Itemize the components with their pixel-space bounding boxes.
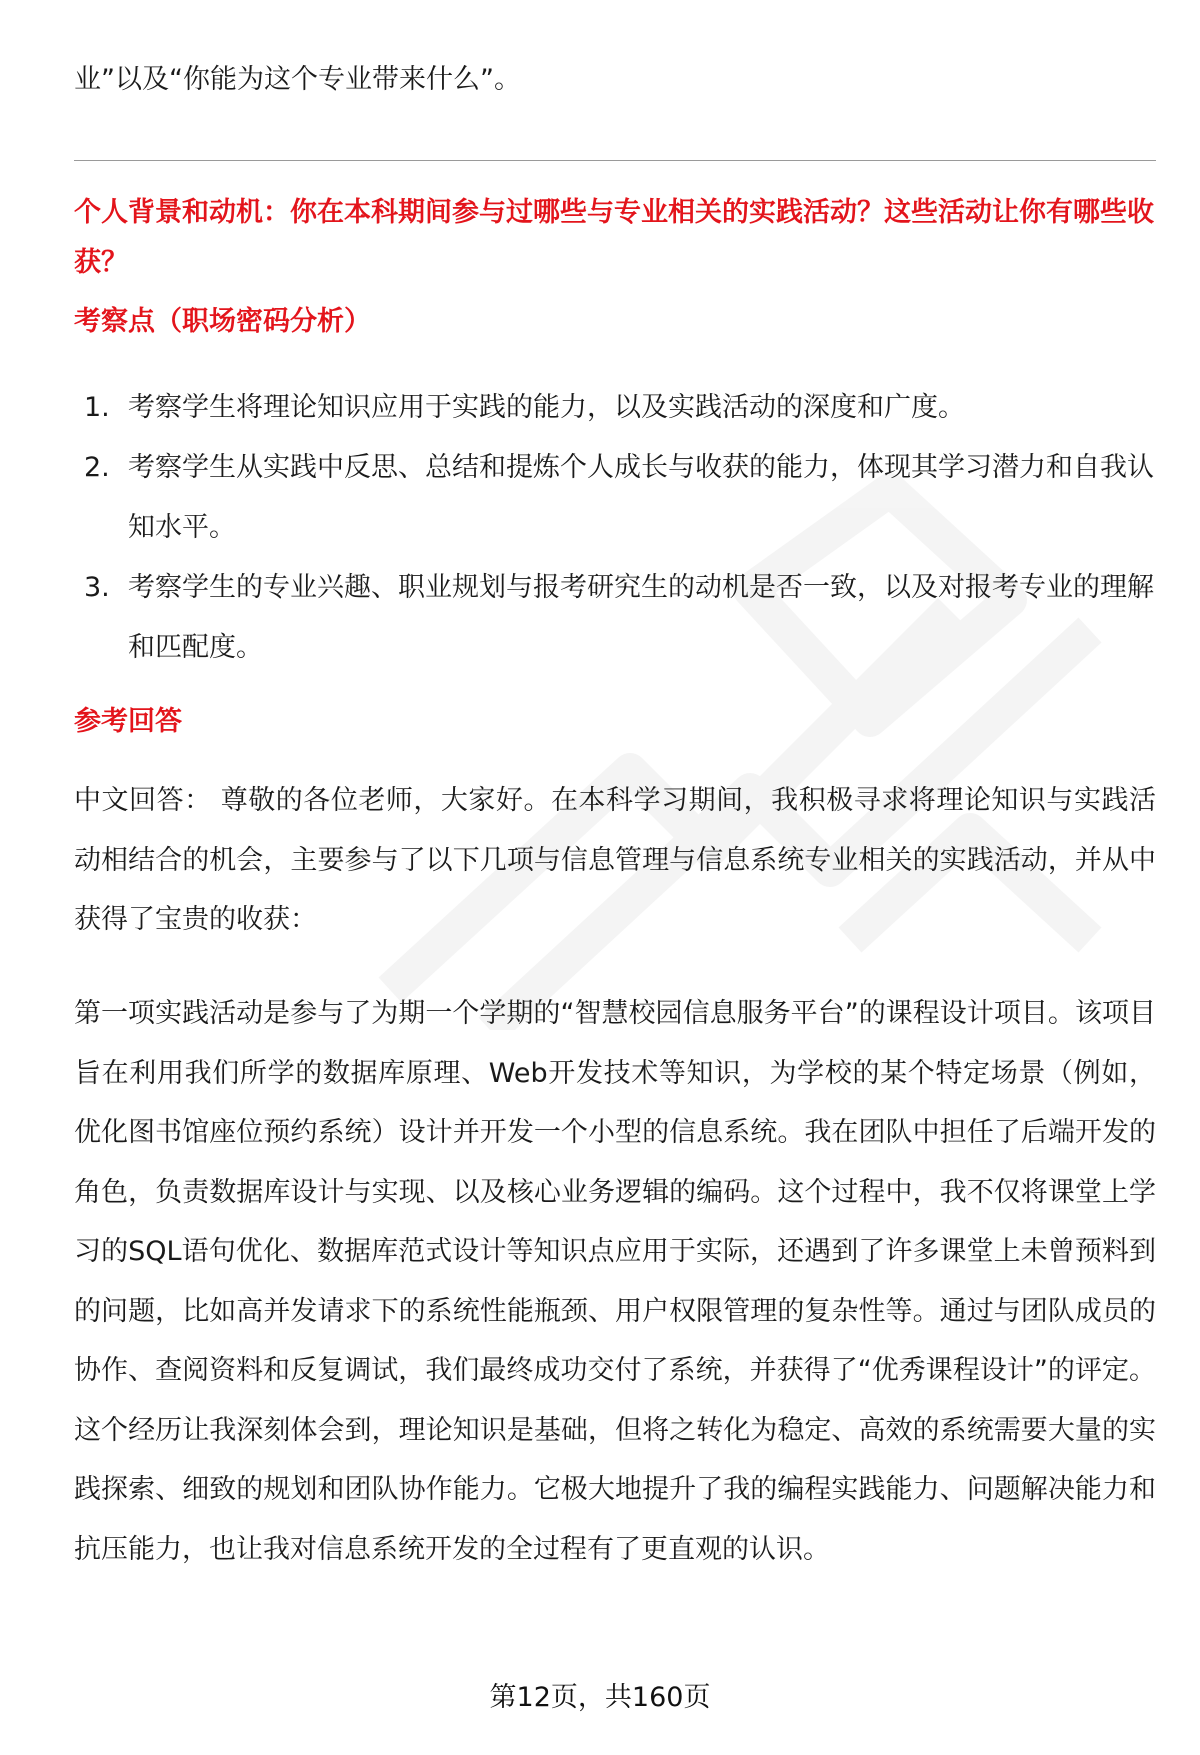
exam-point-item [74, 438, 1156, 558]
exam-point-item [74, 378, 1156, 438]
exam-point-text: 考察学生从实践中反思、总结和提炼个人成长与收获的能力，体现其学习潜力和自我认知水平。 [128, 452, 1154, 543]
exam-point-number: 2. [84, 452, 110, 483]
exam-point-text: 考察学生的专业兴趣、职业规划与报考研究生的动机是否一致，以及对报考专业的理解和匹配度。 [128, 572, 1154, 663]
answer-paragraph-first-activity: 第一项实践活动是参与了为期一个学期的“智慧校园信息服务平台”的课程设计项目。该项目旨在利用我们所学的数据库原理、Web开发技术等知识，为学校的某个特定场景（例如，优化图书馆座位预约系统）设计并开发一个小型的信息系统。我在团队中担任了后端开发的角色，负责数据库设计与实现、以及核心业务逻辑的编码。这个过程中，我不仅将课堂上学习的SQL语句优化、数据库范式设计等知识点应用于实际，还遇到了许多课堂上未曾预料到的问题，比如高并发请求下的系统性能瓶颈、用户权限管理的复杂性等。通过与团队成员的协作、查阅资料和反复调试，我们最终成功交付了系统，并获得了“优秀课程设计”的评定。这个经历让我深刻体会到，理论知识是基础，但将之转化为稳定、高效的系统需要大量的实践探索、细致的规划和团队协作能力。它极大地提升了我的编程实践能力、问题解决能力和抗压能力，也让我对信息系统开发的全过程有了更直观的认识。 [74, 998, 1156, 1565]
exam-point-number: 1. [84, 392, 110, 423]
exam-point-text: 考察学生将理论知识应用于实践的能力，以及实践活动的深度和广度。 [128, 392, 965, 423]
reference-answer-heading: 参考回答 [74, 706, 182, 737]
continuation-text: 业”以及“你能为这个专业带来什么”。 [74, 64, 521, 95]
exam-points-heading: 考察点（职场密码分析） [74, 306, 371, 337]
exam-point-number: 3. [84, 572, 110, 603]
question-heading: 个人背景和动机：你在本科期间参与过哪些与专业相关的实践活动？这些活动让你有哪些收获？ [74, 197, 1154, 278]
exam-points-list [74, 378, 1156, 678]
answer-paragraph-intro: 中文回答： 尊敬的各位老师，大家好。在本科学习期间，我积极寻求将理论知识与实践活动相结合的机会，主要参与了以下几项与信息管理与信息系统专业相关的实践活动，并从中获得了宝贵的收获： [74, 785, 1156, 935]
exam-point-item [74, 558, 1156, 678]
section-divider [74, 160, 1156, 161]
page-number-footer: 第12页，共160页 [489, 1682, 711, 1713]
